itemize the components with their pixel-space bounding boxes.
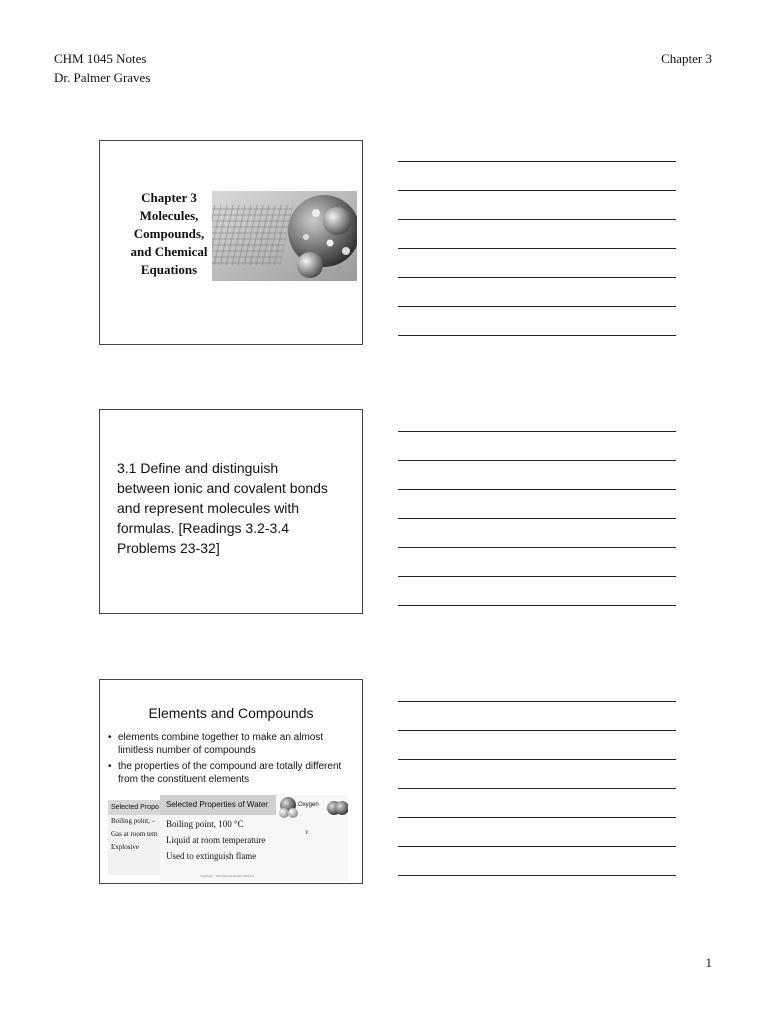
panel-row: Boiling point, 100 °C bbox=[166, 819, 244, 829]
note-line bbox=[398, 277, 676, 278]
panel-row: Liquid at room temperature bbox=[166, 835, 266, 845]
note-line bbox=[398, 335, 676, 336]
note-line bbox=[398, 846, 676, 847]
bullet-symbol: • bbox=[108, 732, 112, 743]
properties-table-image bbox=[108, 800, 358, 880]
objective-line: Problems 23-32] bbox=[117, 540, 220, 556]
note-line bbox=[398, 190, 676, 191]
small-mark: Y bbox=[305, 831, 309, 836]
note-line bbox=[398, 730, 676, 731]
water-properties-panel bbox=[160, 795, 348, 881]
page-number: 1 bbox=[705, 955, 712, 970]
bullet-text: the properties of the compound are totally different from the constituent elements bbox=[118, 761, 342, 785]
slide-1 bbox=[99, 140, 363, 345]
bullet-text: elements combine together to make an almost limitless number of compounds bbox=[118, 732, 324, 756]
bullet-item bbox=[108, 731, 356, 757]
bullet-symbol: • bbox=[108, 761, 112, 772]
water-molecule-icon bbox=[278, 795, 348, 821]
slide-3 bbox=[99, 679, 363, 884]
bullet-list bbox=[108, 731, 356, 789]
panel-row: Boiling point, – bbox=[111, 817, 156, 825]
note-line bbox=[398, 759, 676, 760]
objective-line: and represent molecules with bbox=[117, 500, 300, 516]
copyright-note: Copyright © 2007 Pearson Prentice Hall, Inc. bbox=[200, 874, 255, 878]
title-line: Molecules, bbox=[139, 208, 199, 223]
slide-1-title bbox=[110, 189, 228, 279]
instructor-name: Dr. Palmer Graves bbox=[54, 70, 151, 85]
note-line bbox=[398, 547, 676, 548]
panel-row: Gas at room tem bbox=[111, 830, 158, 838]
learning-objective-text bbox=[117, 458, 355, 558]
panel-row: Used to extinguish flame bbox=[166, 851, 257, 861]
note-line bbox=[398, 788, 676, 789]
oxygen-label: Oxygen bbox=[298, 802, 319, 808]
note-line bbox=[398, 460, 676, 461]
note-line bbox=[398, 605, 676, 606]
objective-line: between ionic and covalent bonds bbox=[117, 480, 328, 496]
note-line bbox=[398, 518, 676, 519]
note-line bbox=[398, 817, 676, 818]
objective-line: 3.1 Define and distinguish bbox=[117, 460, 279, 476]
panel-header: Selected Propo bbox=[108, 800, 170, 815]
note-line bbox=[398, 219, 676, 220]
title-line: and Chemical bbox=[130, 244, 208, 259]
note-line bbox=[398, 875, 676, 876]
objective-line: formulas. [Readings 3.2-3.4 bbox=[117, 520, 289, 536]
note-line bbox=[398, 306, 676, 307]
note-line bbox=[398, 701, 676, 702]
title-line: Equations bbox=[140, 262, 198, 277]
note-line bbox=[398, 161, 676, 162]
panel-row: Explosive bbox=[111, 843, 139, 851]
course-title: CHM 1045 Notes bbox=[54, 51, 147, 66]
note-line bbox=[398, 248, 676, 249]
title-line: Chapter 3 bbox=[141, 190, 197, 205]
periodic-table-molecule-image bbox=[212, 191, 357, 281]
note-line bbox=[398, 576, 676, 577]
slide-3-title: Elements and Compounds bbox=[148, 705, 314, 721]
page-header-left bbox=[54, 49, 150, 87]
title-line: Compounds, bbox=[133, 226, 205, 241]
note-line bbox=[398, 489, 676, 490]
note-line bbox=[398, 431, 676, 432]
slide-2 bbox=[99, 409, 363, 614]
chapter-label: Chapter 3 bbox=[661, 51, 712, 66]
panel-header: Selected Properties of Water bbox=[160, 795, 276, 815]
bullet-item bbox=[108, 760, 356, 786]
